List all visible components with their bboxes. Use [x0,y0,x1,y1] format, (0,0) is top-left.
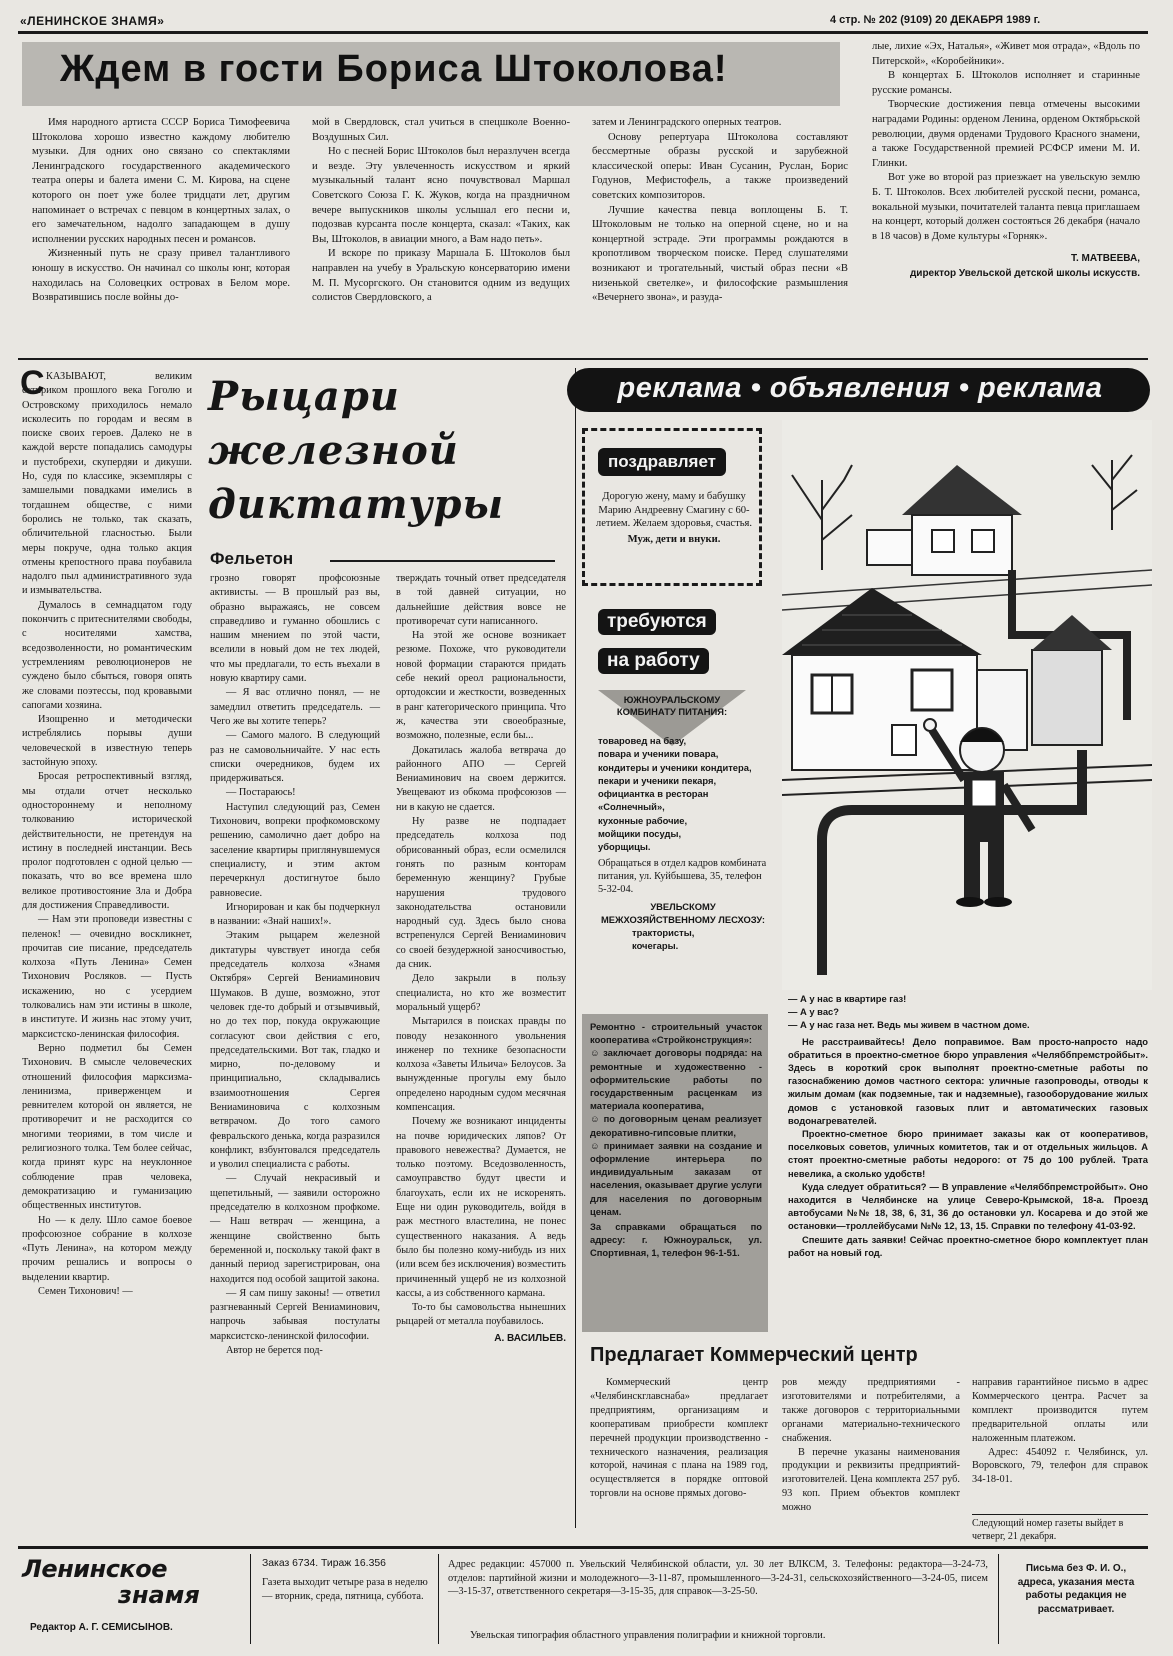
footer-address: Адрес редакции: 457000 п. Увельский Челябинской области, ул. 30 лет ВЛКСМ, 3. Телефоны: редактора—3-24-73, отделов: партийной жизни и молодежного—3-11-87, промышленного—3-24-31, сельскохозяйственного—3-24-05, писем—3-15-37, ответственного секретаря—3-15-35, для справок—3-25-50. [448,1559,988,1598]
stroy-item: ☺ по договорным ценам реализует декоративно-гипсовые плитки, [590,1113,762,1138]
commercial-title: Предлагает Коммерческий центр [590,1344,918,1366]
logo-line: знамя [118,1581,200,1609]
congrats-from: Муж, дети и внуки. [627,533,721,545]
paragraph: направив гарантийное письмо в адрес Коммерческого центра. Расчет за комплект производится путем предварительной оплаты или наложенным платежом. [972,1377,1148,1444]
paragraph: Дело закрыли в пользу специалиста, но кто же возместит моральный ущерб? [396,973,566,1013]
paragraph: Верно подметил бы Семен Тихонович. В смысле человеческих отношений философия марксизма-ленинизма, приверженцем и ревнителем которой он является, не противоречит и не расходится со многими теориями, в том числе и религиозного толка. Тем более сейчас, когда принят курс на неуклонное соблюдение прав человека, демократизацию и гуманизацию общественных институтов. [22,1042,192,1212]
job-item: товаровед на базу, [598,735,687,746]
stroy-contact: За справками обращаться по адресу: г. Южноуральск, ул. Спортивная, 1, телефон 96-1-51. [590,1221,762,1259]
paragraph: Вот уже во второй раз приезжает на увельскую землю Б. Т. Штоколов. Всех любителей русской песни, романса, вокальной музыки, почитателей таланта певца приглашаем на концерт, который должен состояться 26 декабря (начало в 18 часов) в Доме культуры «Горняк». [872,172,1140,242]
paragraph: Жизненный путь не сразу привел талантливого юношу в искусство. Он начинал со школы юнг, которая находилась на Соловецких островах в Белом море. Возвратившись после войны до- [32,248,290,304]
feuilleton-col-left [20,364,192,1299]
paragraph: То-то бы самовольства нынешних рыцарей от металла поубавилось. [396,1302,566,1328]
paragraph: И вскоре по приказу Маршала Б. Штоколов был направлен на учебу в Уральскую консерваторию имени М. П. Мусоргского. Он становится одним из ведущих солистов Свердловского, а [312,248,570,304]
paragraph: лые, лихие «Эх, Наталья», «Живет моя отрада», «Вдоль по Питерской», «Коробейники». [872,41,1140,67]
column-rule [575,368,576,1528]
jobs-stamp-1: требуются [598,609,716,635]
section-rule [18,358,1148,360]
gas-dialog-line: — А у нас в квартире газ! [788,993,907,1004]
footer-editor: Редактор А. Г. СЕМИСЫНОВ. [30,1622,173,1633]
feuilleton-col-b [396,572,566,1346]
footer-sep [438,1554,439,1644]
gas-paragraph: Спешите дать заявки! Сейчас проектно-сметное бюро комплектует план работ на новый год. [788,1233,1148,1258]
job-item: официантка в ресторан «Солнечный», [598,788,709,813]
gas-paragraph: Куда следует обратиться? — В управление «Челяббпремстройбыт». Оно находится в Челябинске на улице Северо-Крымской, 18-а. Проезд автобусами №№ 18, 38, 6, 31, 36 до остановки ул. Косарева и до этой же остановки—троллейбусами №№ 12, 13, 15. Справки по телефону 41-03-92. [788,1180,1148,1232]
paragraph: — Постараюсь! [226,787,296,799]
next-issue-rule [972,1514,1148,1515]
paragraph: — Нам эти проповеди известны с пеленок! — очевидно воскликнет, прочитав сие писание, председатель колхоза «Путь Ленина» Семен Тихонович Росляков. — Пусть искажению, но с усердием толковались нам эти истины в школе, в институте. И жизнь нас этому учит, марксистско-ленинская философия. [22,914,192,1040]
paragraph: В концертах Б. Штоколов исполняет и старинные русские романсы. [872,70,1140,96]
job-item: мойщики посуды, [598,828,682,840]
paragraph: На этой же основе возникает резюме. Похоже, что руководители новой формации стараются придать себе некий ореол рациональности, ортодоксии и жесткости, возведенных в ранг категорического принципа. Что ж, качества эти своеобразные, возможно, полезные, если бы... [396,630,566,742]
stroy-item: ☺ принимает заявки на создание и оформление интерьера по индивидуальным заказам от населения, оказывает другие услуги для населения по договорным ценам. [590,1139,762,1217]
job-item: кондитеры и ученики кондитера, [598,761,752,773]
paragraph: Основу репертуара Штоколова составляют бессмертные образы русской и зарубежной классической оперы: Иван Сусанин, Руслан, Борис Годунов, Мефистофель, а также произведений советских композиторов. [592,131,848,201]
paragraph: Этаким рыцарем железной диктатуры чувствует иногда себя председатель колхоза «Знамя Октября» Сергей Вениаминович Шумаков. В душе, возможно, этот человек где-то добрый и отзывчивый, но до тех пор, покуда окружающие согласуют свои действия с его, председательскими. Вот так, гладко и мирно, по-деловому и принципиально, складывались взаимоотношения Сергея Вениаминовича с колхозным ветврачом. До того самого февральского денька, когда разразился конфликт, взбунтовался председатель и уволил специалиста с работы. [210,930,380,1171]
jobs-contact: Обращаться в отдел кадров комбината питания, ул. Куйбышева, 35, телефон 5-32-04. [598,857,767,896]
paragraph: Бросая ретроспективный взгляд, мы отдали отчет несколько одностороннему и неполному толкованию исторической действительности, не претендуя на истину в последней инстанции. Весь пролог подготовлен с одной целью — показать, что во все времена шло великое противостояние Зла и Добра для достижения Справедливости. [22,771,192,911]
footer-schedule: Газета выходит четыре раза в неделю — вторник, среда, пятница, суббота. [262,1577,428,1602]
paragraph: — Я вас отлично понял, — не замедлил ответить председатель. — Чего же вы хотите теперь? [210,687,380,727]
feuilleton-signature: А. ВАСИЛЬЕВ. [494,1332,566,1344]
paragraph: В перечне указаны наименования продукции и реквизиты предприятий-изготовителей. Цена комплекта 257 руб. 93 коп. Прием объектов комплект можно [782,1446,960,1514]
paragraph: Почему же возникают инциденты на почве юридических ляпов? От правового невежества? Думается, не только поэтому. Вседозволенность, самоуправство будут цвести и благоухать, если их не искоренять. Еще ни один руководитель, войдя в раж местного властелина, не понес существенного наказания. А ведь было бы полезно кому-нибудь из них (или всем без исключения) возместить причиненный ущерб не из колхозной кассы, а из собственного кармана. [396,1116,566,1299]
issue-info: 4 стр. № 202 (9109) 20 ДЕКАБРЯ 1989 г. [830,14,1041,26]
dropcap: С [20,364,45,402]
paragraph: — Самого малого. В следующий раз не самовольничайте. У нас есть списки очередников, будем их придерживаться. [210,730,380,785]
footer-letters: Письма без Ф. И. О., адреса, указания места работы редакция не рассматривает. [1017,1563,1135,1615]
masthead-rule [18,31,1148,34]
paragraph: — Случай некрасивый и щепетильный, — заявили осторожно председателю в колхозном профкоме. — Наш ветврач — женщина, а женщине свойственно быть беременной и, поскольку такой факт в данный период зарегистрирован, она находится под особой защитой закона. [210,1173,380,1285]
job-item: уборщицы. [598,841,651,853]
footer-rule [18,1546,1148,1549]
gas-dialog-line: — А у вас? [788,1006,839,1018]
paragraph: Автор не берется под- [226,1345,323,1357]
stroy-content [590,1020,762,1260]
jobs-stamp-2-wrap [598,648,709,674]
paragraph: мой в Свердловск, стал учиться в спецшколе Военно-Воздушных Сил. [312,117,570,143]
congrats-badge: поздравляет [598,448,726,476]
paragraph: Но — к делу. Шло самое боевое профсоюзное собрание в колхозе «Путь Ленина», на котором между прочим решались и вопросы о выделении квартир. [22,1214,192,1283]
logo-line: Ленинское [22,1555,167,1583]
paragraph: Коммерческий центр «Челябинскглавснаба» предлагает предприятиям, организациям и кооперативам приобрести комплект перечней продукции производственно - технического назначения, реализация которой, начиная с плана на 1989 год, осуществляется в порядке оптовой торговли на основе прямых догово- [590,1377,768,1500]
gas-ad [788,992,1148,1259]
paragraph: затем и Ленинградского оперных театров. [592,117,782,128]
footer-order: Заказ 6734. Тираж 16.356 [262,1558,386,1569]
paper-name: «ЛЕНИНСКОЕ ЗНАМЯ» [20,14,165,28]
genre-rule [330,560,555,562]
title-line: Рыцари [208,373,400,420]
shtokolov-col-1 [32,116,290,306]
shtokolov-title: Ждем в гости Бориса Штоколова! [60,48,728,90]
paragraph: КАЗЫВАЮТ, великим сатириком прошлого века Гоголю и Островскому приходилось немало исколесить по городам и весям в поиске своих героев. Далеко не в каждой версте попадались самодуры и пустобрехи, скупердяи и дикуши. Но, судя по классике, экземпляры с замшелыми повадками имелись в тогдашнем обществе, с ними боролись не только, так сказать, обличительной гласностью. Были меры покруче, одна только акция отмены крепостного права поубавила надолго пыл административного зуда и измывательства. [22,371,192,597]
gas-house-illustration [782,420,1152,990]
paragraph: Творческие достижения певца отмечены высокими наградами Родины: орденом Ленина, орденом Октябрьской революции, двумя орденами Трудового Красного знамени, а также Государственной премией РСФСР имени М. И. Глинки. [872,99,1140,169]
commercial-col-1 [590,1376,768,1501]
jobs-stamp-1-wrap [598,609,716,635]
congrats-badge-wrap [598,448,726,476]
paragraph: Но с песней Борис Штоколов был неразлучен всегда и везде. Эту увлеченность искусством и яркий музыкальный талант ясно почувствовал Маршал Советского Союза Г. К. Жуков, когда на праздничном вечере выпускников школы услышал его песни и, подозвав курсанта после концерта, сказал: «Таких, как Вы, Штоколов, в авиации много, а Вам надо петь». [312,146,570,245]
stroy-heading: Ремонтно - строительный участок кооператива «Стройконструкция»: [590,1021,762,1046]
paragraph: Наступил следующий раз, Семен Тихонович, вопреки профкомовскому решению, самолично дает добро на заселение квартиры приглянувшемуся специалисту, и этим актом перечеркнул достигнутое было равновесие. [210,801,380,899]
title-line: диктатуры [208,481,505,528]
paragraph: Мытарился в поисках правды по поводу незаконного увольнения инженер по технике безопасности колхоза «Заветы Ильича» Белоусов. За вынужденные прогулы ему было определено народным судом месячная компенсация. [396,1016,566,1113]
paragraph: Имя народного артиста СССР Бориса Тимофеевича Штоколова хорошо известно каждому любителю музыки. Для одних оно связано со спектаклями Ленинградского государственного академического театра оперы и балета имени С. М. Кирова, на сцене которого он поет уже более тридцати лет, другим напоминает о встречах с певцом в концертных залах, о его замечательном, надолго западающем в душу исполнении русских народных песен и романсов. [32,117,290,245]
shtokolov-col-3 [592,116,848,306]
feuilleton-col-a [210,572,380,1358]
shtokolov-col-4 [872,40,1140,282]
feuilleton-title [208,370,504,532]
feuilleton-genre: Фельетон [210,549,294,568]
paragraph: Семен Тихонович! — [38,1286,133,1297]
next-issue: Следующий номер газеты выйдет в четверг, 21 декабря. [972,1518,1124,1542]
gas-dialog-line: — А у нас газа нет. Ведь мы живем в частном доме. [788,1019,1030,1031]
congrats-text: Дорогую жену, маму и бабушку Марию Андреевну Смагину с 60-летием. Желаем здоровья, счастья. [595,491,753,530]
paragraph: Игнорирован и как бы подчеркнул в названии: «Знай наших!». [210,901,380,928]
shtokolov-signature-role: директор Увельской детской школы искусств. [909,267,1140,279]
paragraph: Адрес: 454092 г. Челябинск, ул. Воровского, 79, телефон для справок 34-18-01. [972,1446,1148,1486]
stroy-item: ☺ заключает договоры подряда: на ремонтные и художественно - оформительские работы по государственным расценкам из материала кооператива, [590,1047,762,1112]
footer-sep [250,1554,251,1644]
jobs-list [598,734,768,953]
paragraph: Думалось в семнадцатом году покончить с притеснителями свободы, с носителями хамства, вседозволенности, но романтическим устремлениям революционеров не суждено было сбыться, говоря опять же словами поэтессы, под кровавыми сапогами хозяина. [22,599,192,711]
paragraph: тверждать точный ответ председателя в той давней ситуации, но дальнейшие действия вовсе не противоречат сути написанного. [396,573,566,627]
paragraph: грозно говорят профсоюзные активисты. — В прошлый раз вы, образно выражаясь, не совсем справедливо и гуманно обошлись с нашим мнением по этой части, вселили в новый дом не тех людей, что мы предлагали, то есть въехали в новую квартиру сами. [210,573,380,685]
congrats-text-wrap [594,490,754,546]
gas-paragraph: Проектно-сметное бюро принимает заказы как от кооперативов, поселковых советов, уличных комитетов, так и от отдельных жильцов. А стоят проектно-сметные работы недорого: от 75 до 100 рублей. Трата невелика, а сколько удобств! [788,1128,1148,1179]
title-line: железной [208,427,459,474]
ads-banner-text: реклама • объявления • реклама [617,372,1103,404]
footer-sep [998,1554,999,1644]
jobs-stamp-2: на работу [598,648,709,674]
gas-paragraph: Не расстраивайтесь! Дело поправимое. Вам просто-напросто надо обратиться в проектно-сметное бюро управления «Челяббпремстройбыт». Здесь в короткий срок выполнят проектно-сметные работы по газоснабжению домов частного сектора: уличные газопроводы, отводы к жилым домам (как подземные, так и надземные), газооборудование жилых домов с установкой газовых плит и автоматических газовых водонагревателей. [788,1035,1148,1126]
job-item: трактористы, [632,927,695,939]
job-item: повара и ученики повара, [598,748,719,760]
job-item: кочегары. [632,940,679,952]
job-item: пекари и ученики пекаря, [598,774,717,786]
paragraph: Ну разве не подпадает председатель колхоза под обрисованный образ, если осмелился гонять по разным конторам беременную женщину? Грубые нарушения трудового законодательства остановили народный суд. Здесь было снова встрепенулся Сергей Вениаминович со своей безудержной заносчивостью, да сник. [396,816,566,971]
paragraph: Лучшие качества певца воплощены Б. Т. Штоколовым не только на оперной сцене, но и на концертной эстраде. Эти программы рождаются в кропотливом творческом поиске. Перед слушателями возникают и трогательный, чистый образ песни «В низенькой светелке», и философские размышления «Вечернего звона», и разуда- [592,204,848,304]
job-item: кухонные рабочие, [598,814,688,826]
paragraph: ров между предприятиями - изготовителями и потребителями, а также договоров с территориальными органами материально-технического снабжения. [782,1377,960,1444]
paragraph: — Я сам пишу законы! — ответил разгневанный Сергей Вениаминович, напрочь забывая постулаты марксистско-ленинской философии. [210,1287,380,1342]
paragraph: Докатилась жалоба ветврача до районного АПО — Сергей Вениаминович на своем держится. Увещевают из обкома профсоюзов — ни в какую не сдается. [396,744,566,813]
paragraph: Изощренно и методически истреблялись порывы души человеческой в известную теперь застойную эпоху. [22,714,192,769]
commercial-col-3 [972,1376,1148,1487]
shtokolov-signature: Т. МАТВЕЕВА, [1071,253,1140,265]
footer-printer: Увельская типография областного управления полиграфии и книжной торговли. [470,1630,826,1641]
shtokolov-col-2 [312,116,570,306]
commercial-col-2 [782,1376,960,1515]
jobs-employer-2: УВЕЛЬСКОМУ МЕЖХОЗЯЙСТВЕННОМУ ЛЕСХОЗУ: [600,900,766,925]
footer-logo [22,1556,250,1608]
jobs-employer: ЮЖНОУРАЛЬСКОМУ КОМБИНАТУ ПИТАНИЯ: [616,694,728,717]
